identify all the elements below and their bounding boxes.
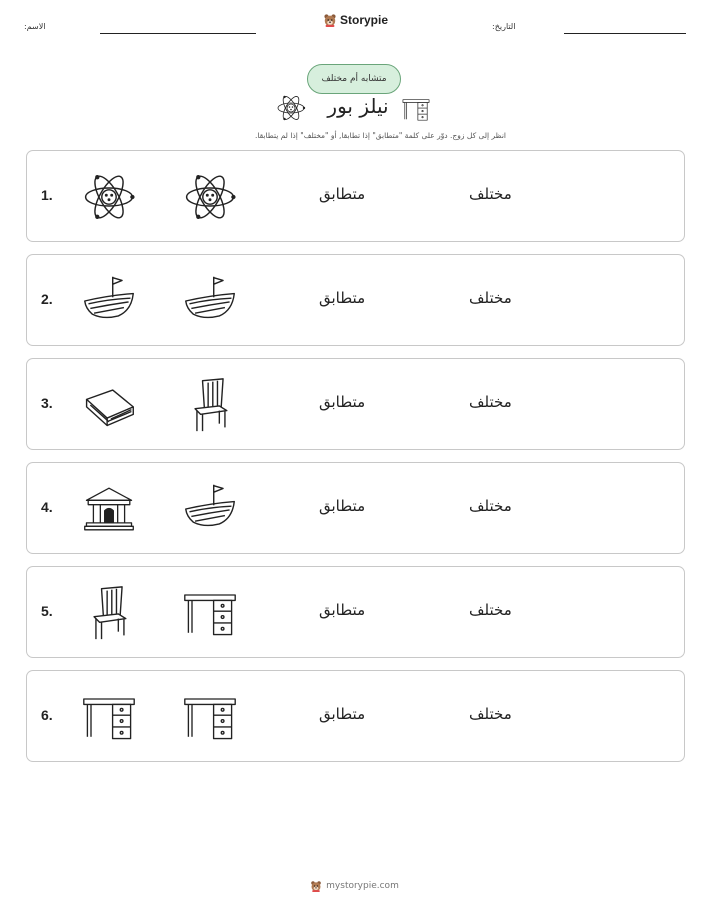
brand-logo [323,13,388,27]
bear-icon [310,880,322,892]
different-option[interactable]: مختلف [469,601,512,619]
row-number: 6. [41,707,53,723]
row-number: 5. [41,603,53,619]
atom-icon [180,167,240,227]
same-option[interactable]: متطابق [319,497,366,515]
bear-icon [323,13,337,27]
title-row [270,92,440,124]
row-number: 3. [41,395,53,411]
museum-icon [79,479,139,539]
row-number: 1. [41,187,53,203]
match-row [26,670,685,762]
activity-badge: متشابه أم مختلف [307,64,401,94]
different-option[interactable]: مختلف [469,393,512,411]
desk-icon [79,687,139,747]
same-option[interactable]: متطابق [319,185,366,203]
date-label: التاريخ: [492,22,516,31]
atom-icon [79,167,139,227]
page-title: نيلز بور [327,94,389,118]
chair-icon [180,375,240,435]
name-label: الاسم: [24,22,46,31]
boat-icon [180,271,240,331]
match-row [26,566,685,658]
worksheet-header [0,0,709,40]
match-row [26,150,685,242]
book-icon [79,375,139,435]
footer [0,880,709,892]
different-option[interactable]: مختلف [469,497,512,515]
instructions: انظر إلى كل زوج. دوّر على كلمة "متطابق" إذا تطابقا, أو "مختلف" إذا لم يتطابقا. [254,131,506,140]
atom-icon [276,93,306,123]
different-option[interactable]: مختلف [469,705,512,723]
different-option[interactable]: مختلف [469,289,512,307]
brand-name: Storypie [340,13,389,27]
same-option[interactable]: متطابق [319,601,366,619]
row-number: 4. [41,499,53,515]
match-row [26,358,685,450]
footer-url[interactable]: mystorypie.com [326,881,399,891]
same-option[interactable]: متطابق [319,393,366,411]
match-row [26,254,685,346]
same-option[interactable]: متطابق [319,705,366,723]
desk-icon [401,95,431,123]
desk-icon [180,583,240,643]
boat-icon [180,479,240,539]
match-row [26,462,685,554]
row-number: 2. [41,291,53,307]
date-line[interactable] [564,33,686,34]
name-line[interactable] [100,33,256,34]
desk-icon [180,687,240,747]
different-option[interactable]: مختلف [469,185,512,203]
boat-icon [79,271,139,331]
chair-icon [79,583,139,643]
same-option[interactable]: متطابق [319,289,366,307]
